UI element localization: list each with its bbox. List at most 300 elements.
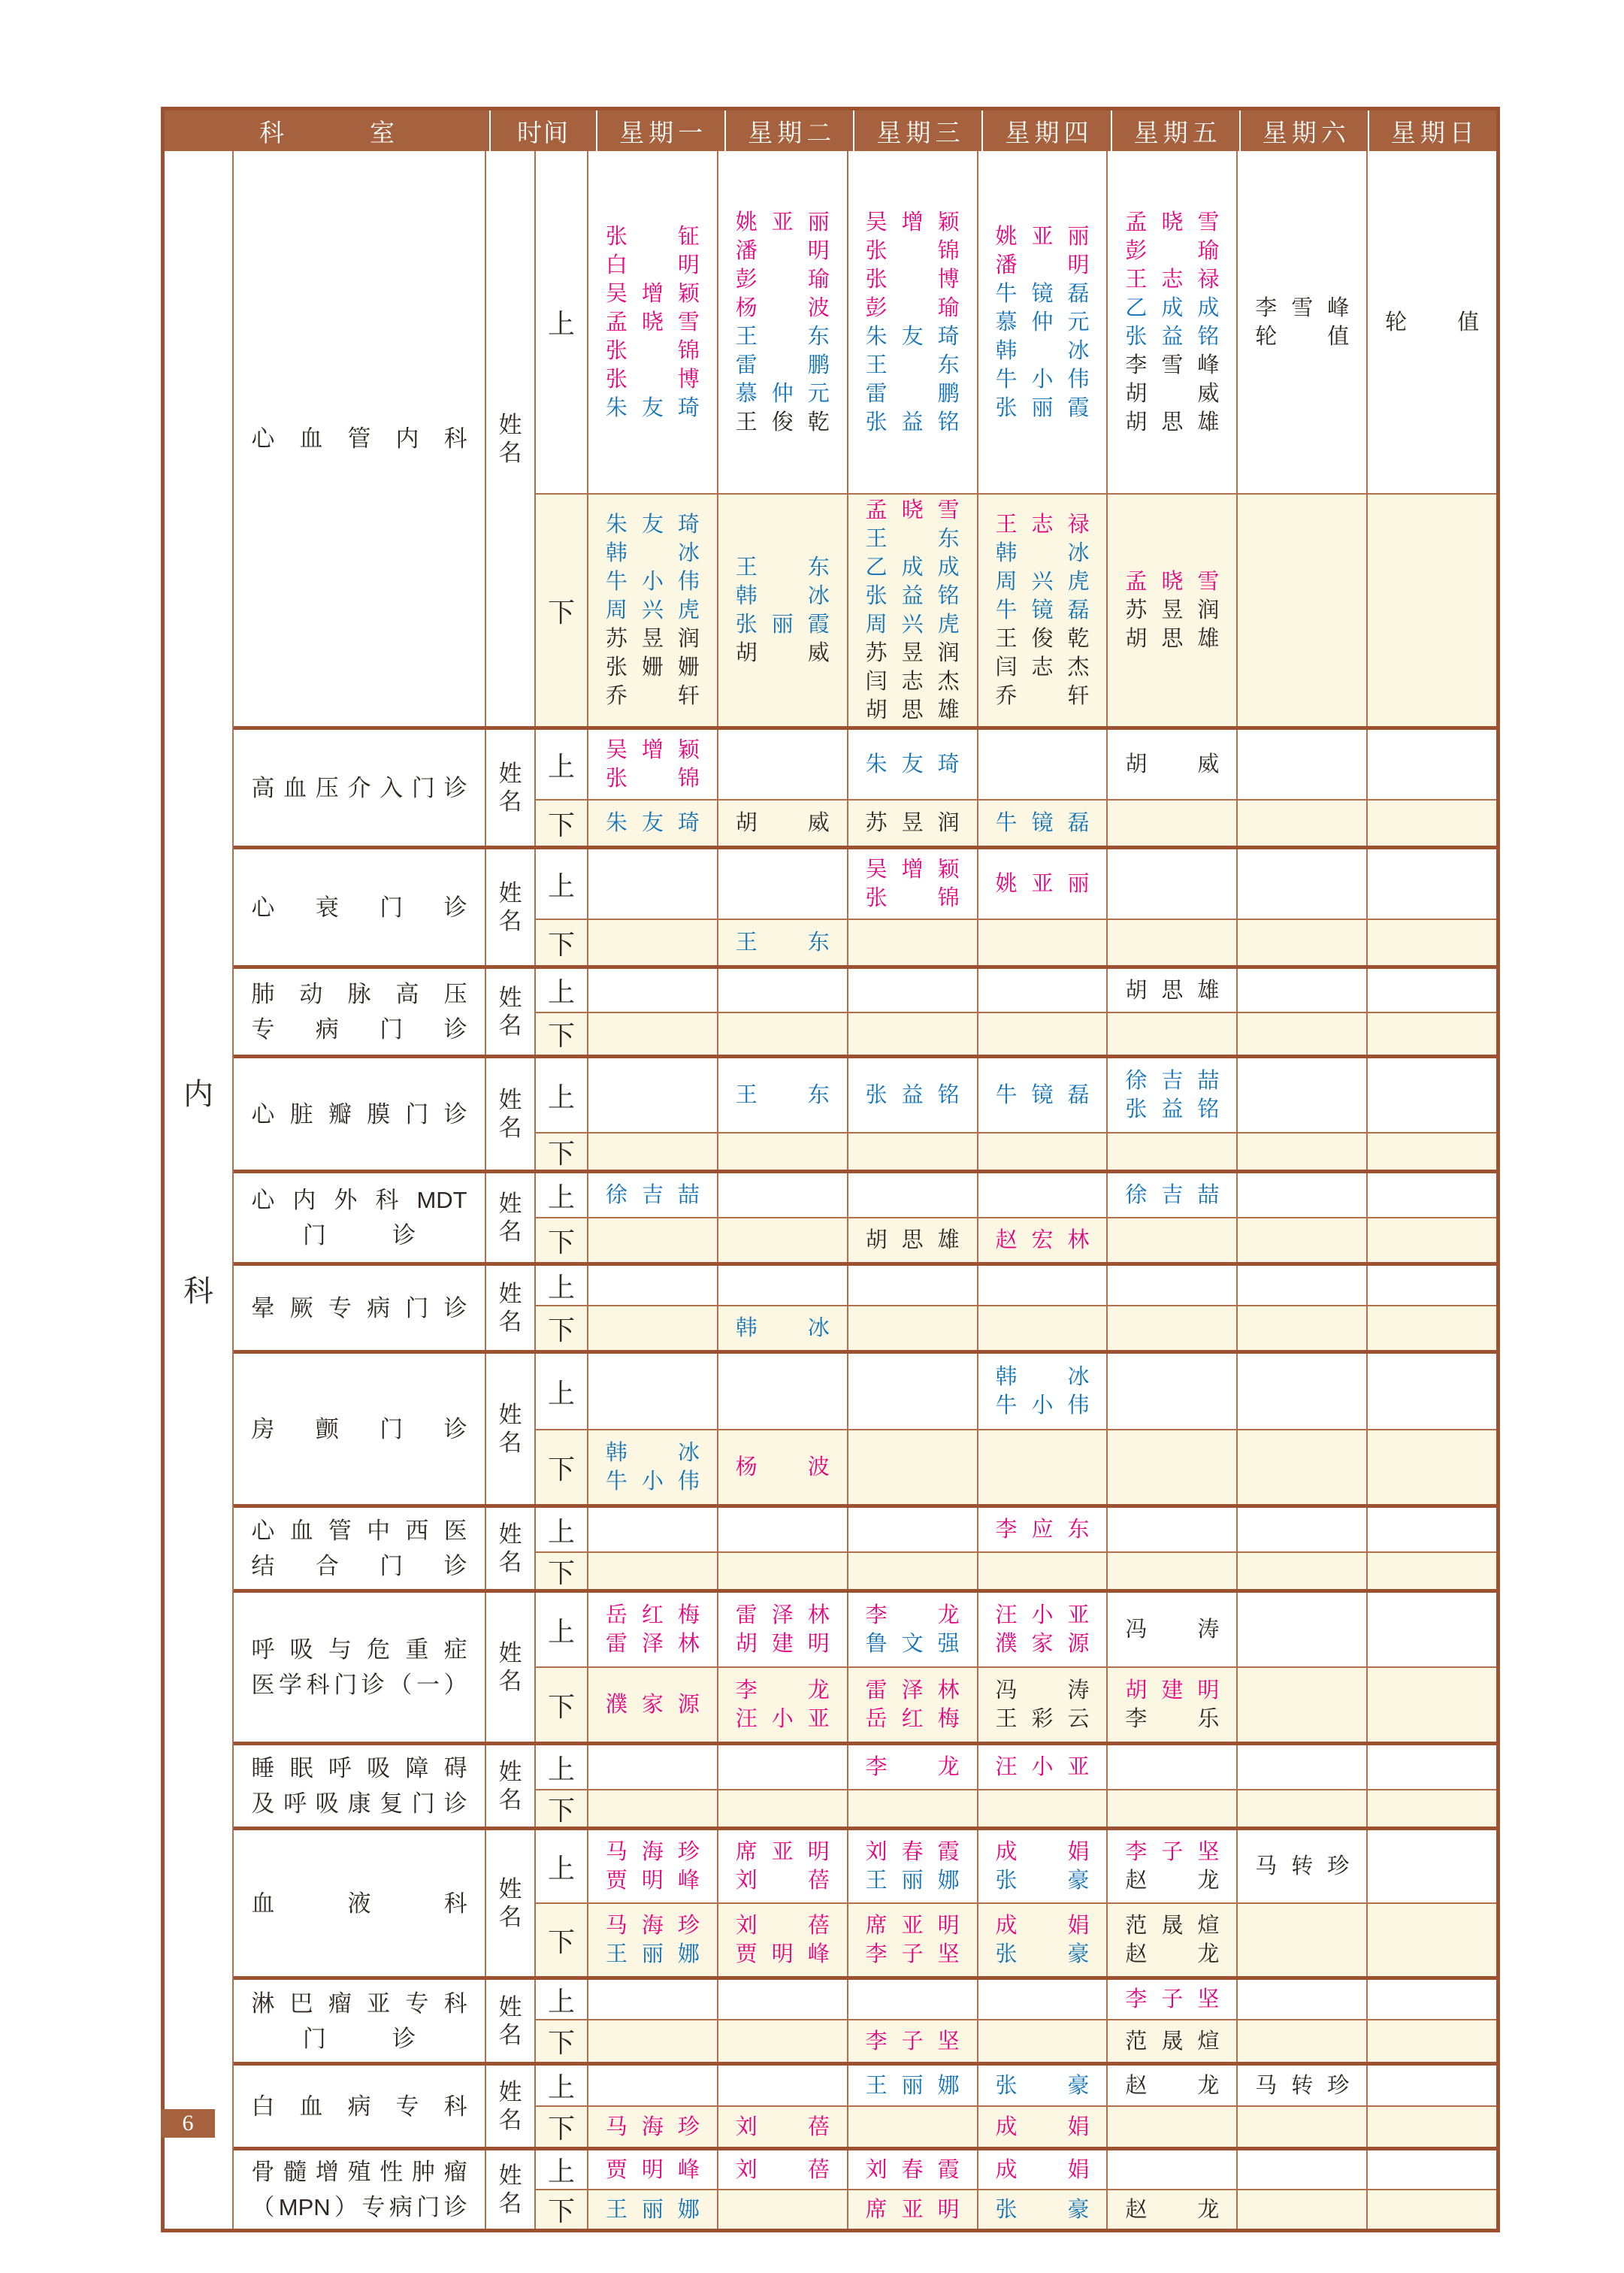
name-label-char: 姓 bbox=[498, 1759, 522, 1785]
morning-label: 上 bbox=[536, 151, 588, 493]
doctor-name: 张豪 bbox=[995, 1942, 1090, 1966]
doctor-name: 潘明 bbox=[995, 253, 1090, 277]
schedule-cell bbox=[848, 1904, 978, 1976]
doctor-name: 闫志杰 bbox=[995, 655, 1090, 679]
schedule-cell bbox=[1368, 1790, 1496, 1827]
schedule-cell bbox=[1108, 1430, 1238, 1504]
schedule-cell bbox=[848, 920, 978, 965]
department-row-group bbox=[234, 1504, 1496, 1589]
department-name-line: 医学科门诊（一） bbox=[251, 1672, 467, 1698]
doctor-name: 马海珍 bbox=[605, 1914, 700, 1938]
name-label-char: 姓 bbox=[498, 1521, 522, 1548]
doctor-name: 朱友琦 bbox=[865, 324, 960, 349]
doctor-name: 王东 bbox=[865, 527, 960, 551]
doctor-name: 李子坚 bbox=[865, 1942, 960, 1966]
schedule-cell bbox=[1108, 495, 1238, 726]
morning-label: 上 bbox=[536, 1058, 588, 1132]
schedule-cell bbox=[1238, 2020, 1368, 2062]
doctor-name: 张锦 bbox=[865, 238, 960, 263]
schedule-cell bbox=[1238, 2190, 1368, 2229]
doctor-name: 乔轩 bbox=[995, 684, 1090, 708]
doctor-name: 赵龙 bbox=[1125, 2073, 1220, 2098]
doctor-name: 牛镜磊 bbox=[995, 811, 1090, 835]
afternoon-row bbox=[536, 2019, 1496, 2062]
schedule-cell bbox=[588, 1133, 718, 1170]
doctor-name: 白明 bbox=[605, 253, 700, 277]
schedule-cell bbox=[718, 2020, 848, 2062]
morning-row bbox=[536, 1508, 1496, 1551]
schedule-cell bbox=[978, 1745, 1108, 1789]
schedule-cell bbox=[1368, 801, 1496, 846]
schedule-cell bbox=[1108, 2107, 1238, 2147]
department-name-line: 淋巴瘤亚专科 bbox=[251, 1990, 467, 2017]
schedule-cell bbox=[848, 1830, 978, 1902]
schedule-cell bbox=[848, 1218, 978, 1262]
doctor-name: 王东 bbox=[735, 555, 830, 580]
department-name-line: 呼吸与危重症 bbox=[251, 1636, 467, 1663]
doctor-name: 张益铭 bbox=[865, 410, 960, 434]
name-label-char: 姓 bbox=[498, 1191, 522, 1217]
doctor-name: 吴增颖 bbox=[865, 858, 960, 882]
morning-row bbox=[536, 1745, 1496, 1789]
doctor-name: 徐吉喆 bbox=[605, 1183, 700, 1207]
doctor-name: 朱友琦 bbox=[605, 513, 700, 537]
name-label-char: 姓 bbox=[498, 2163, 522, 2189]
doctor-name: 张益铭 bbox=[865, 584, 960, 608]
doctor-name: 王东 bbox=[735, 324, 830, 349]
schedule-cell bbox=[1368, 151, 1496, 493]
doctor-name: 韩冰 bbox=[995, 338, 1090, 363]
schedule-cell bbox=[588, 1354, 718, 1429]
schedule-cell bbox=[1368, 1830, 1496, 1902]
name-label-char: 名 bbox=[498, 1668, 522, 1694]
doctor-name: 岳红梅 bbox=[605, 1603, 700, 1627]
schedule-cell bbox=[718, 1013, 848, 1055]
schedule-cell bbox=[848, 2066, 978, 2105]
schedule-cell bbox=[848, 1058, 978, 1132]
doctor-name: 周兴虎 bbox=[865, 613, 960, 637]
doctor-name: 刘蓓 bbox=[735, 2157, 830, 2182]
doctor-name: 王东 bbox=[735, 1083, 830, 1107]
doctor-name: 胡思雄 bbox=[1125, 627, 1220, 651]
doctor-name: 胡威 bbox=[735, 641, 830, 665]
schedule-cell bbox=[588, 1218, 718, 1262]
page-number: 6 bbox=[182, 2111, 194, 2135]
schedule-cell bbox=[718, 1904, 848, 1976]
schedule-cell bbox=[1108, 1790, 1238, 1827]
schedule-cell bbox=[1108, 1980, 1238, 2019]
department-row-group bbox=[234, 2147, 1496, 2229]
schedule-cell bbox=[718, 1980, 848, 2019]
department-name-line: 心脏瓣膜门诊 bbox=[251, 1100, 467, 1127]
schedule-cell bbox=[978, 1058, 1108, 1132]
schedule-cell bbox=[1368, 1593, 1496, 1666]
morning-label: 上 bbox=[536, 1354, 588, 1429]
schedule-cell bbox=[588, 1266, 718, 1305]
time-rows bbox=[536, 969, 1496, 1055]
schedule-cell bbox=[718, 1508, 848, 1551]
schedule-cell bbox=[978, 2066, 1108, 2105]
schedule-cell bbox=[848, 1266, 978, 1305]
schedule-cell bbox=[1368, 1173, 1496, 1217]
afternoon-row bbox=[536, 919, 1496, 965]
schedule-cell bbox=[1238, 1745, 1368, 1789]
doctor-name: 吴增颖 bbox=[605, 281, 700, 306]
afternoon-label: 下 bbox=[536, 920, 588, 965]
schedule-cell bbox=[1238, 1218, 1368, 1262]
schedule-cell bbox=[1368, 2150, 1496, 2189]
schedule-cell bbox=[1238, 2066, 1368, 2105]
department-name-line: 专病门诊 bbox=[251, 1016, 467, 1043]
table-body bbox=[165, 151, 1496, 2229]
schedule-cell bbox=[588, 1980, 718, 2019]
schedule-cell bbox=[1238, 1980, 1368, 2019]
doctor-name: 乔轩 bbox=[605, 684, 700, 708]
doctor-name: 赵龙 bbox=[1125, 1869, 1220, 1893]
schedule-cell bbox=[588, 1593, 718, 1666]
afternoon-row bbox=[536, 799, 1496, 846]
doctor-name: 李龙 bbox=[865, 1603, 960, 1627]
schedule-cell bbox=[1238, 2107, 1368, 2147]
department-name bbox=[234, 969, 486, 1055]
doctor-name: 韩冰 bbox=[995, 1365, 1090, 1389]
afternoon-label: 下 bbox=[536, 1904, 588, 1976]
time-rows bbox=[536, 730, 1496, 846]
name-column-label bbox=[486, 1745, 536, 1827]
doctor-name: 姚亚丽 bbox=[995, 872, 1090, 896]
schedule-cell bbox=[1368, 2066, 1496, 2105]
name-label-char: 名 bbox=[498, 1904, 522, 1930]
morning-label: 上 bbox=[536, 849, 588, 919]
schedule-cell bbox=[588, 969, 718, 1012]
doctor-name: 吴增颖 bbox=[605, 738, 700, 762]
schedule-cell bbox=[1108, 1745, 1238, 1789]
doctor-name: 成娟 bbox=[995, 1840, 1090, 1864]
doctor-name: 张益铭 bbox=[1125, 1097, 1220, 1121]
schedule-cell bbox=[978, 1266, 1108, 1305]
department-name-line: 结合门诊 bbox=[251, 1553, 467, 1579]
department-name-line: 骨髓增殖性肿瘤 bbox=[251, 2159, 467, 2185]
doctor-name: 濮家源 bbox=[995, 1632, 1090, 1656]
schedule-cell bbox=[848, 2190, 978, 2229]
name-label-char: 名 bbox=[498, 1309, 522, 1335]
name-column-label bbox=[486, 1266, 536, 1350]
department-name bbox=[234, 1830, 486, 1976]
schedule-cell bbox=[978, 1306, 1108, 1350]
doctor-name: 苏昱润 bbox=[1125, 598, 1220, 622]
afternoon-label: 下 bbox=[536, 1553, 588, 1589]
schedule-cell bbox=[1108, 1904, 1238, 1976]
doctor-name: 岳红梅 bbox=[865, 1707, 960, 1731]
schedule-cell bbox=[1238, 1430, 1368, 1504]
morning-label: 上 bbox=[536, 1173, 588, 1217]
doctor-name: 王丽娜 bbox=[865, 1869, 960, 1893]
doctor-name: 赵宏林 bbox=[995, 1228, 1090, 1252]
name-label-char: 姓 bbox=[498, 1876, 522, 1902]
schedule-cell bbox=[1238, 1553, 1368, 1589]
doctor-name: 乙成成 bbox=[865, 555, 960, 580]
schedule-cell bbox=[978, 1553, 1108, 1589]
schedule-cell bbox=[588, 2190, 718, 2229]
time-rows bbox=[536, 849, 1496, 965]
time-rows bbox=[536, 1173, 1496, 1262]
schedule-cell bbox=[1238, 1508, 1368, 1551]
name-label-char: 姓 bbox=[498, 411, 522, 438]
schedule-cell bbox=[588, 1013, 718, 1055]
afternoon-label: 下 bbox=[536, 1306, 588, 1350]
schedule-cell bbox=[978, 1133, 1108, 1170]
schedule-cell bbox=[588, 2066, 718, 2105]
doctor-name: 汪小亚 bbox=[995, 1603, 1090, 1627]
department-name bbox=[234, 849, 486, 965]
time-rows bbox=[536, 1354, 1496, 1504]
page-number-badge bbox=[161, 2109, 215, 2138]
schedule-cell bbox=[978, 1790, 1108, 1827]
morning-row bbox=[536, 2150, 1496, 2189]
time-rows bbox=[536, 2150, 1496, 2229]
afternoon-label: 下 bbox=[536, 1013, 588, 1055]
schedule-cell bbox=[1238, 1173, 1368, 1217]
schedule-cell bbox=[588, 151, 718, 493]
schedule-cell bbox=[1238, 920, 1368, 965]
header-wednesday: 星期三 bbox=[854, 110, 983, 151]
header-tuesday: 星期二 bbox=[726, 110, 854, 151]
schedule-cell bbox=[978, 969, 1108, 1012]
section-label-char: 内 bbox=[183, 1077, 213, 1111]
schedule-cell bbox=[718, 1306, 848, 1350]
doctor-name: 李应东 bbox=[995, 1518, 1090, 1542]
doctor-name: 张锦 bbox=[865, 886, 960, 910]
schedule-cell bbox=[1108, 1013, 1238, 1055]
doctor-name: 苏昱润 bbox=[865, 641, 960, 665]
doctor-name: 张益铭 bbox=[1125, 324, 1220, 349]
doctor-name: 胡思雄 bbox=[865, 1228, 960, 1252]
schedule-cell bbox=[848, 1013, 978, 1055]
doctor-name: 牛小伟 bbox=[995, 367, 1090, 392]
department-name bbox=[234, 1354, 486, 1504]
schedule-cell bbox=[1108, 1173, 1238, 1217]
schedule-cell bbox=[848, 2150, 978, 2189]
doctor-name: 张丽霞 bbox=[735, 613, 830, 637]
afternoon-label: 下 bbox=[536, 1430, 588, 1504]
schedule-cell bbox=[1238, 1306, 1368, 1350]
doctor-name: 王志禄 bbox=[995, 513, 1090, 537]
schedule-cell bbox=[978, 1173, 1108, 1217]
name-label-char: 姓 bbox=[498, 1640, 522, 1666]
schedule-cell bbox=[848, 1306, 978, 1350]
morning-row bbox=[536, 1830, 1496, 1902]
schedule-cell bbox=[1368, 2107, 1496, 2147]
section-label-internal-medicine bbox=[165, 151, 234, 2229]
afternoon-label: 下 bbox=[536, 2190, 588, 2229]
doctor-name: 李乐 bbox=[1125, 1707, 1220, 1731]
afternoon-label: 下 bbox=[536, 2020, 588, 2062]
schedule-cell bbox=[588, 849, 718, 919]
doctor-name: 贾明峰 bbox=[605, 2157, 700, 2182]
schedule-cell bbox=[1108, 1354, 1238, 1429]
schedule-cell bbox=[1238, 730, 1368, 799]
doctor-name: 张博 bbox=[605, 367, 700, 392]
time-rows bbox=[536, 2066, 1496, 2147]
schedule-cell bbox=[718, 1430, 848, 1504]
name-label-char: 姓 bbox=[498, 1402, 522, 1428]
schedule-cell bbox=[718, 1218, 848, 1262]
schedule-cell bbox=[1368, 1058, 1496, 1132]
schedule-cell bbox=[1108, 801, 1238, 846]
schedule-cell bbox=[588, 801, 718, 846]
doctor-name: 汪小亚 bbox=[735, 1707, 830, 1731]
department-row-group bbox=[234, 1827, 1496, 1976]
doctor-name: 张锦 bbox=[605, 338, 700, 363]
doctor-name: 王丽娜 bbox=[605, 2197, 700, 2222]
doctor-name: 马海珍 bbox=[605, 1840, 700, 1864]
doctor-name: 雷泽林 bbox=[735, 1603, 830, 1627]
schedule-cell bbox=[718, 1173, 848, 1217]
department-name bbox=[234, 151, 486, 726]
morning-row bbox=[536, 1058, 1496, 1132]
schedule-cell bbox=[848, 1133, 978, 1170]
doctor-name: 王彩云 bbox=[995, 1707, 1090, 1731]
doctor-name: 闫志杰 bbox=[865, 670, 960, 694]
doctor-name: 胡建明 bbox=[1125, 1678, 1220, 1702]
doctor-name: 牛镜磊 bbox=[995, 598, 1090, 622]
schedule-cell bbox=[978, 1980, 1108, 2019]
morning-row bbox=[536, 849, 1496, 919]
doctor-name: 苏昱润 bbox=[605, 627, 700, 651]
department-name bbox=[234, 1980, 486, 2062]
time-rows bbox=[536, 1266, 1496, 1350]
doctor-name: 张豪 bbox=[995, 1869, 1090, 1893]
doctor-name: 韩冰 bbox=[735, 1316, 830, 1340]
department-name-line: 心血管内科 bbox=[251, 425, 467, 452]
schedule-cell bbox=[718, 2150, 848, 2189]
schedule-cell bbox=[588, 1830, 718, 1902]
afternoon-label: 下 bbox=[536, 1218, 588, 1262]
schedule-cell bbox=[1368, 495, 1496, 726]
schedule-cell bbox=[1368, 1306, 1496, 1350]
schedule-cell bbox=[978, 1593, 1108, 1666]
doctor-name: 席亚明 bbox=[865, 2197, 960, 2222]
schedule-cell bbox=[978, 849, 1108, 919]
name-column-label bbox=[486, 969, 536, 1055]
doctor-name: 张姗姗 bbox=[605, 655, 700, 679]
schedule-cell bbox=[848, 1790, 978, 1827]
schedule-cell bbox=[1238, 151, 1368, 493]
doctor-name: 轮值 bbox=[1255, 324, 1350, 349]
department-name-line: 门诊 bbox=[302, 1222, 416, 1248]
afternoon-row bbox=[536, 2105, 1496, 2147]
schedule-cell bbox=[1238, 1593, 1368, 1666]
schedule-cell bbox=[718, 1790, 848, 1827]
department-name-line: 及呼吸康复门诊 bbox=[251, 1790, 467, 1817]
name-column-label bbox=[486, 1173, 536, 1262]
time-rows bbox=[536, 1745, 1496, 1827]
schedule-cell bbox=[1238, 1133, 1368, 1170]
doctor-name: 雷泽林 bbox=[605, 1632, 700, 1656]
schedule-cell bbox=[978, 495, 1108, 726]
doctor-name: 姚亚丽 bbox=[995, 224, 1090, 249]
department-name-line: 高血压介入门诊 bbox=[251, 774, 467, 801]
afternoon-row bbox=[536, 493, 1496, 726]
afternoon-label: 下 bbox=[536, 1790, 588, 1827]
schedule-cell bbox=[1108, 2150, 1238, 2189]
doctor-name: 徐吉喆 bbox=[1125, 1183, 1220, 1207]
afternoon-row bbox=[536, 2189, 1496, 2229]
doctor-name: 韩冰 bbox=[735, 584, 830, 608]
schedule-cell bbox=[1238, 801, 1368, 846]
time-rows bbox=[536, 1830, 1496, 1976]
doctor-name: 韩冰 bbox=[995, 541, 1090, 565]
doctor-name: 马转珍 bbox=[1255, 1854, 1350, 1878]
doctor-name: 牛镜磊 bbox=[995, 281, 1090, 306]
schedule-cell bbox=[1238, 1668, 1368, 1742]
doctor-name: 李雪峰 bbox=[1125, 353, 1220, 377]
name-column-label bbox=[486, 1593, 536, 1742]
schedule-cell bbox=[978, 1430, 1108, 1504]
schedule-cell bbox=[978, 2150, 1108, 2189]
doctor-name: 赵龙 bbox=[1125, 2197, 1220, 2222]
schedule-cell bbox=[978, 151, 1108, 493]
department-name-line: 房颤门诊 bbox=[251, 1415, 467, 1442]
department-name bbox=[234, 1745, 486, 1827]
name-label-char: 姓 bbox=[498, 761, 522, 787]
department-name bbox=[234, 2066, 486, 2147]
department-name-line: 心血管中西医 bbox=[251, 1518, 467, 1544]
doctor-name: 牛镜磊 bbox=[995, 1083, 1090, 1107]
schedule-cell bbox=[718, 1553, 848, 1589]
doctor-name: 张益铭 bbox=[865, 1083, 960, 1107]
schedule-cell bbox=[978, 730, 1108, 799]
doctor-name: 成娟 bbox=[995, 1914, 1090, 1938]
schedule-cell bbox=[1108, 1668, 1238, 1742]
doctor-name: 李子坚 bbox=[1125, 1840, 1220, 1864]
schedule-cell bbox=[1368, 1553, 1496, 1589]
name-label-char: 名 bbox=[498, 1012, 522, 1039]
doctor-name: 冯涛 bbox=[995, 1678, 1090, 1702]
doctor-name: 成娟 bbox=[995, 2157, 1090, 2182]
doctor-name: 王东 bbox=[735, 931, 830, 955]
department-row-group bbox=[234, 1170, 1496, 1262]
schedule-cell bbox=[718, 1354, 848, 1429]
schedule-cell bbox=[718, 1593, 848, 1666]
afternoon-row bbox=[536, 1789, 1496, 1827]
schedule-cell bbox=[1368, 730, 1496, 799]
name-column-label bbox=[486, 151, 536, 726]
morning-row bbox=[536, 1354, 1496, 1429]
department-row-group bbox=[234, 726, 1496, 846]
schedule-cell bbox=[718, 801, 848, 846]
doctor-name: 席亚明 bbox=[735, 1840, 830, 1864]
morning-label: 上 bbox=[536, 1830, 588, 1902]
schedule-cell bbox=[718, 2190, 848, 2229]
doctor-name: 王俊乾 bbox=[995, 627, 1090, 651]
doctor-name: 胡思雄 bbox=[865, 698, 960, 722]
doctor-name: 胡威 bbox=[1125, 381, 1220, 406]
table-header-row bbox=[165, 110, 1496, 151]
schedule-cell bbox=[1238, 1830, 1368, 1902]
doctor-name: 慕仲元 bbox=[995, 310, 1090, 334]
schedule-cell bbox=[718, 849, 848, 919]
name-label-char: 名 bbox=[498, 1115, 522, 1141]
name-column-label bbox=[486, 1058, 536, 1170]
doctor-name: 张丽霞 bbox=[995, 395, 1090, 420]
schedule-cell bbox=[588, 1790, 718, 1827]
department-name bbox=[234, 1058, 486, 1170]
schedule-cell bbox=[848, 969, 978, 1012]
name-label-char: 名 bbox=[498, 1218, 522, 1245]
time-rows bbox=[536, 151, 1496, 726]
doctor-name: 李龙 bbox=[865, 1755, 960, 1779]
